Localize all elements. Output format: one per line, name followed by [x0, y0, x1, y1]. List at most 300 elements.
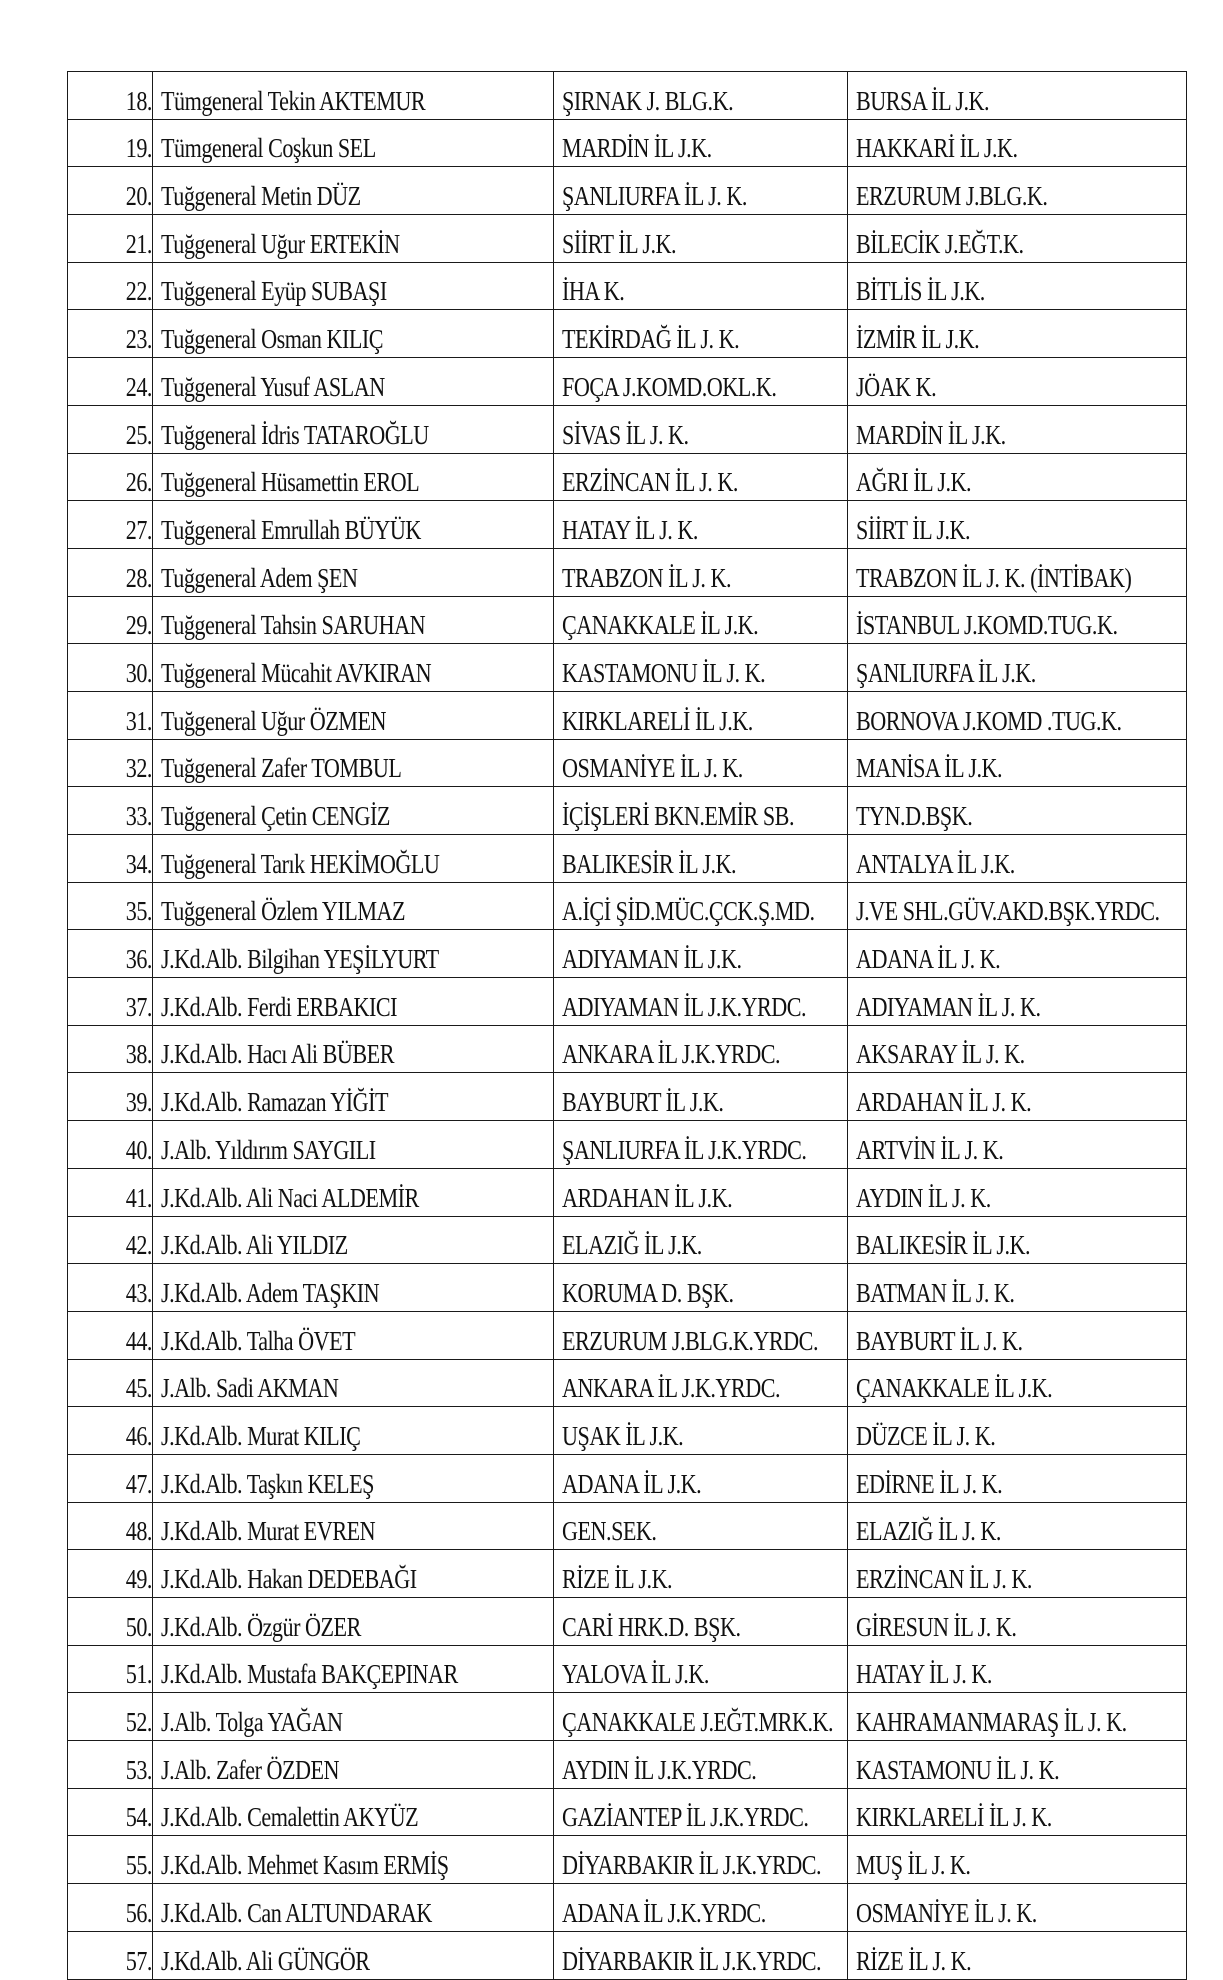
officer-name-cell: [153, 1931, 554, 1979]
row-number-cell: [68, 739, 153, 787]
row-number-text: 25.: [125, 419, 152, 450]
officer-name-cell: [153, 596, 554, 644]
new-post-cell: [848, 405, 1187, 453]
officer-name-text: J.Kd.Alb. Özgür ÖZER: [161, 1611, 361, 1642]
new-post-text: İZMİR İL J.K.: [856, 324, 980, 355]
table-row: [68, 1264, 1187, 1312]
current-post-cell: [554, 1311, 848, 1359]
table-row: [68, 1645, 1187, 1693]
row-number-cell: [68, 215, 153, 263]
current-post-cell: [554, 644, 848, 692]
row-number-cell: [68, 644, 153, 692]
row-number-text: 43.: [125, 1277, 152, 1308]
officer-name-text: Tuğgeneral Tarık HEKİMOĞLU: [161, 848, 440, 879]
row-number-text: 28.: [125, 562, 152, 593]
current-post-text: ERZURUM J.BLG.K.YRDC.: [562, 1325, 818, 1356]
current-post-cell: [554, 310, 848, 358]
current-post-text: ŞANLIURFA İL J. K.: [562, 181, 747, 212]
current-post-text: TRABZON İL J. K.: [562, 562, 732, 593]
officer-name-cell: [153, 1073, 554, 1121]
new-post-cell: [848, 453, 1187, 501]
row-number-cell: [68, 119, 153, 167]
row-number-cell: [68, 835, 153, 883]
table-row: [68, 405, 1187, 453]
row-number-cell: [68, 1502, 153, 1550]
new-post-text: MANİSA İL J.K.: [856, 753, 1003, 784]
new-post-text: HAKKARİ İL J.K.: [856, 133, 1018, 164]
officer-name-text: Tuğgeneral Yusuf ASLAN: [161, 371, 385, 402]
row-number-text: 36.: [125, 944, 152, 975]
row-number-text: 35.: [125, 896, 152, 927]
current-post-text: DİYARBAKIR İL J.K.YRDC.: [562, 1850, 822, 1881]
row-number-text: 29.: [125, 610, 152, 641]
officer-name-text: Tümgeneral Tekin AKTEMUR: [161, 85, 426, 116]
table-row: [68, 167, 1187, 215]
officer-name-text: Tuğgeneral Tahsin SARUHAN: [161, 610, 426, 641]
new-post-cell: [848, 1645, 1187, 1693]
table-row: [68, 1359, 1187, 1407]
new-post-text: ERZİNCAN İL J. K.: [856, 1564, 1032, 1594]
officer-name-text: Tuğgeneral Emrullah BÜYÜK: [161, 514, 421, 545]
row-number-text: 56.: [125, 1897, 152, 1928]
new-post-cell: [848, 1359, 1187, 1407]
new-post-cell: [848, 835, 1187, 883]
row-number-text: 57.: [125, 1945, 152, 1976]
new-post-text: ANTALYA İL J.K.: [856, 848, 1015, 879]
officer-name-text: Tuğgeneral Uğur ERTEKİN: [161, 228, 400, 259]
current-post-text: TEKİRDAĞ İL J. K.: [562, 324, 740, 355]
current-post-cell: [554, 882, 848, 930]
table-row: [68, 1216, 1187, 1264]
row-number-cell: [68, 1836, 153, 1884]
table-row: [68, 1550, 1187, 1598]
officer-name-cell: [153, 1454, 554, 1502]
table-row: [68, 358, 1187, 406]
officer-name-text: J.Kd.Alb. Mustafa BAKÇEPINAR: [161, 1659, 458, 1690]
new-post-text: AKSARAY İL J. K.: [856, 1039, 1025, 1070]
officer-name-text: J.Kd.Alb. Hacı Ali BÜBER: [161, 1039, 394, 1070]
table-row: [68, 1693, 1187, 1741]
officer-name-text: Tuğgeneral Eyüp SUBAŞI: [161, 276, 387, 307]
officer-name-cell: [153, 167, 554, 215]
row-number-text: 42.: [125, 1230, 152, 1261]
new-post-cell: [848, 1741, 1187, 1789]
new-post-text: ADIYAMAN İL J. K.: [856, 991, 1041, 1022]
row-number-text: 38.: [125, 1039, 152, 1070]
officer-name-text: J.Kd.Alb. Ali YILDIZ: [161, 1230, 348, 1261]
officer-name-cell: [153, 310, 554, 358]
row-number-cell: [68, 1359, 153, 1407]
new-post-text: ARDAHAN İL J. K.: [856, 1087, 1032, 1118]
current-post-cell: [554, 1550, 848, 1598]
current-post-text: ŞANLIURFA İL J.K.YRDC.: [562, 1134, 807, 1165]
new-post-text: TYN.D.BŞK.: [856, 801, 973, 831]
officer-name-cell: [153, 644, 554, 692]
new-post-cell: [848, 262, 1187, 310]
row-number-cell: [68, 548, 153, 596]
row-number-text: 26.: [125, 467, 152, 498]
new-post-cell: [848, 930, 1187, 978]
new-post-text: HATAY İL J. K.: [856, 1659, 992, 1690]
officer-name-cell: [153, 930, 554, 978]
officer-name-cell: [153, 1025, 554, 1073]
current-post-text: GAZİANTEP İL J.K.YRDC.: [562, 1802, 809, 1833]
row-number-text: 27.: [125, 514, 152, 545]
current-post-text: ARDAHAN İL J.K.: [562, 1182, 733, 1213]
row-number-text: 23.: [125, 324, 152, 355]
new-post-text: ERZURUM J.BLG.K.: [856, 181, 1048, 212]
current-post-cell: [554, 1645, 848, 1693]
new-post-cell: [848, 1121, 1187, 1169]
new-post-text: KASTAMONU İL J. K.: [856, 1754, 1060, 1785]
current-post-cell: [554, 739, 848, 787]
officer-name-text: Tuğgeneral Osman KILIÇ: [161, 324, 384, 355]
officer-name-cell: [153, 358, 554, 406]
new-post-text: İSTANBUL J.KOMD.TUG.K.: [856, 610, 1118, 641]
table-row: [68, 691, 1187, 739]
current-post-text: OSMANİYE İL J. K.: [562, 753, 743, 784]
current-post-text: ÇANAKKALE J.EĞT.MRK.K.: [562, 1707, 834, 1738]
current-post-text: ADIYAMAN İL J.K.YRDC.: [562, 991, 807, 1022]
table-row: [68, 930, 1187, 978]
new-post-text: DÜZCE İL J. K.: [856, 1420, 996, 1451]
current-post-cell: [554, 1836, 848, 1884]
new-post-text: RİZE İL J. K.: [856, 1945, 972, 1976]
officer-name-text: Tümgeneral Coşkun SEL: [161, 133, 376, 164]
new-post-text: BALIKESİR İL J.K.: [856, 1230, 1031, 1261]
officer-name-cell: [153, 1884, 554, 1932]
officer-name-cell: [153, 978, 554, 1026]
officer-name-text: Tuğgeneral Özlem YILMAZ: [161, 896, 406, 927]
officer-name-cell: [153, 1550, 554, 1598]
officer-name-cell: [153, 882, 554, 930]
row-number-cell: [68, 501, 153, 549]
current-post-cell: [554, 1359, 848, 1407]
current-post-cell: [554, 1407, 848, 1455]
new-post-text: KAHRAMANMARAŞ İL J. K.: [856, 1707, 1127, 1738]
table-row: [68, 1884, 1187, 1932]
new-post-text: BATMAN İL J. K.: [856, 1277, 1015, 1308]
new-post-cell: [848, 548, 1187, 596]
current-post-cell: [554, 405, 848, 453]
row-number-text: 46.: [125, 1420, 152, 1451]
officer-name-cell: [153, 1788, 554, 1836]
new-post-text: ÇANAKKALE İL J.K.: [856, 1373, 1053, 1404]
new-post-text: ADANA İL J. K.: [856, 944, 1001, 975]
officer-name-text: J.Kd.Alb. Cemalettin AKYÜZ: [161, 1802, 419, 1833]
officer-name-text: Tuğgeneral Çetin CENGİZ: [161, 801, 390, 831]
row-number-cell: [68, 787, 153, 835]
new-post-text: ARTVİN İL J. K.: [856, 1134, 1004, 1165]
row-number-cell: [68, 1121, 153, 1169]
new-post-cell: [848, 644, 1187, 692]
new-post-text: BİTLİS İL J.K.: [856, 276, 985, 307]
current-post-text: HATAY İL J. K.: [562, 514, 698, 545]
current-post-cell: [554, 1788, 848, 1836]
new-post-cell: [848, 1264, 1187, 1312]
officer-name-text: J.Kd.Alb. Hakan DEDEBAĞI: [161, 1564, 417, 1594]
new-post-text: ŞANLIURFA İL J.K.: [856, 657, 1036, 688]
new-post-cell: [848, 1454, 1187, 1502]
officer-name-cell: [153, 119, 554, 167]
new-post-text: BİLECİK J.EĞT.K.: [856, 228, 1024, 259]
current-post-text: KIRKLARELİ İL J.K.: [562, 705, 753, 736]
row-number-cell: [68, 262, 153, 310]
table-row: [68, 310, 1187, 358]
current-post-text: İHA K.: [562, 276, 625, 307]
officer-name-cell: [153, 691, 554, 739]
current-post-cell: [554, 1502, 848, 1550]
new-post-cell: [848, 215, 1187, 263]
row-number-text: 34.: [125, 848, 152, 879]
row-number-text: 51.: [125, 1659, 152, 1690]
officer-name-text: J.Alb. Tolga YAĞAN: [161, 1707, 343, 1738]
new-post-cell: [848, 501, 1187, 549]
new-post-cell: [848, 596, 1187, 644]
current-post-cell: [554, 1454, 848, 1502]
new-post-text: MARDİN İL J.K.: [856, 419, 1006, 450]
current-post-text: ADANA İL J.K.: [562, 1468, 702, 1499]
new-post-text: JÖAK K.: [856, 371, 937, 402]
officer-name-text: Tuğgeneral Zafer TOMBUL: [161, 753, 402, 784]
officer-name-cell: [153, 1693, 554, 1741]
row-number-text: 49.: [125, 1564, 152, 1594]
row-number-cell: [68, 1598, 153, 1646]
new-post-cell: [848, 1598, 1187, 1646]
current-post-text: ANKARA İL J.K.YRDC.: [562, 1039, 781, 1070]
current-post-cell: [554, 930, 848, 978]
current-post-cell: [554, 978, 848, 1026]
table-row: [68, 1788, 1187, 1836]
table-row: [68, 1311, 1187, 1359]
assignment-table-body: [68, 72, 1187, 1980]
new-post-text: KIRKLARELİ İL J. K.: [856, 1802, 1052, 1833]
current-post-cell: [554, 1025, 848, 1073]
new-post-cell: [848, 978, 1187, 1026]
table-row: [68, 739, 1187, 787]
current-post-cell: [554, 358, 848, 406]
row-number-text: 18.: [125, 85, 152, 116]
officer-name-cell: [153, 1359, 554, 1407]
row-number-text: 33.: [125, 801, 152, 831]
officer-name-text: J.Kd.Alb. Ali Naci ALDEMİR: [161, 1182, 419, 1213]
current-post-text: A.İÇİ ŞİD.MÜC.ÇCK.Ş.MD.: [562, 896, 815, 927]
officer-name-cell: [153, 215, 554, 263]
row-number-cell: [68, 1550, 153, 1598]
current-post-text: BALIKESİR İL J.K.: [562, 848, 737, 879]
current-post-text: ERZİNCAN İL J. K.: [562, 467, 738, 498]
officer-name-cell: [153, 1216, 554, 1264]
row-number-text: 55.: [125, 1850, 152, 1881]
new-post-text: BURSA İL J.K.: [856, 85, 990, 116]
current-post-text: RİZE İL J.K.: [562, 1564, 673, 1594]
new-post-cell: [848, 1550, 1187, 1598]
current-post-cell: [554, 1121, 848, 1169]
current-post-text: SİVAS İL J. K.: [562, 419, 689, 450]
current-post-text: ANKARA İL J.K.YRDC.: [562, 1373, 781, 1404]
row-number-cell: [68, 310, 153, 358]
current-post-cell: [554, 596, 848, 644]
row-number-text: 31.: [125, 705, 152, 736]
table-row: [68, 596, 1187, 644]
officer-name-cell: [153, 739, 554, 787]
row-number-text: 30.: [125, 657, 152, 688]
new-post-cell: [848, 1216, 1187, 1264]
new-post-text: ELAZIĞ İL J. K.: [856, 1516, 1001, 1547]
new-post-cell: [848, 1025, 1187, 1073]
new-post-cell: [848, 119, 1187, 167]
current-post-text: ADIYAMAN İL J.K.: [562, 944, 742, 975]
row-number-cell: [68, 1168, 153, 1216]
new-post-cell: [848, 1788, 1187, 1836]
officer-name-cell: [153, 1502, 554, 1550]
officer-name-text: J.Kd.Alb. Ali GÜNGÖR: [161, 1945, 370, 1976]
row-number-cell: [68, 1931, 153, 1979]
current-post-text: AYDIN İL J.K.YRDC.: [562, 1754, 757, 1785]
table-row: [68, 1502, 1187, 1550]
current-post-text: KASTAMONU İL J. K.: [562, 657, 766, 688]
table-row: [68, 1598, 1187, 1646]
table-row: [68, 215, 1187, 263]
officer-name-text: Tuğgeneral Mücahit AVKIRAN: [161, 657, 432, 688]
new-post-cell: [848, 787, 1187, 835]
officer-name-text: Tuğgeneral Adem ŞEN: [161, 562, 358, 593]
new-post-cell: [848, 310, 1187, 358]
officer-name-text: J.Kd.Alb. Ramazan YİĞİT: [161, 1087, 389, 1118]
row-number-cell: [68, 1073, 153, 1121]
new-post-cell: [848, 739, 1187, 787]
table-row: [68, 453, 1187, 501]
row-number-cell: [68, 1884, 153, 1932]
row-number-cell: [68, 930, 153, 978]
current-post-cell: [554, 1168, 848, 1216]
officer-name-text: J.Kd.Alb. Can ALTUNDARAK: [161, 1897, 432, 1928]
table-row: [68, 262, 1187, 310]
new-post-text: MUŞ İL J. K.: [856, 1850, 971, 1881]
officer-name-cell: [153, 1264, 554, 1312]
current-post-cell: [554, 1598, 848, 1646]
row-number-cell: [68, 1788, 153, 1836]
officer-name-cell: [153, 787, 554, 835]
current-post-text: ÇANAKKALE İL J.K.: [562, 610, 759, 641]
new-post-cell: [848, 72, 1187, 120]
table-row: [68, 1407, 1187, 1455]
row-number-text: 44.: [125, 1325, 152, 1356]
table-row: [68, 72, 1187, 120]
officer-name-cell: [153, 501, 554, 549]
officer-name-cell: [153, 835, 554, 883]
officer-name-text: J.Kd.Alb. Bilgihan YEŞİLYURT: [161, 944, 439, 975]
current-post-cell: [554, 835, 848, 883]
table-row: [68, 882, 1187, 930]
table-row: [68, 1741, 1187, 1789]
new-post-text: TRABZON İL J. K. (İNTİBAK): [856, 562, 1132, 593]
current-post-text: İÇİŞLERİ BKN.EMİR SB.: [562, 801, 795, 831]
current-post-cell: [554, 72, 848, 120]
new-post-text: SİİRT İL J.K.: [856, 514, 971, 545]
row-number-text: 19.: [125, 133, 152, 164]
new-post-text: BORNOVA J.KOMD .TUG.K.: [856, 705, 1122, 736]
row-number-text: 41.: [125, 1182, 152, 1213]
officer-name-cell: [153, 1598, 554, 1646]
row-number-cell: [68, 72, 153, 120]
new-post-cell: [848, 691, 1187, 739]
row-number-text: 54.: [125, 1802, 152, 1833]
current-post-cell: [554, 1741, 848, 1789]
row-number-cell: [68, 691, 153, 739]
current-post-cell: [554, 262, 848, 310]
row-number-cell: [68, 1741, 153, 1789]
officer-name-cell: [153, 72, 554, 120]
officer-name-text: J.Alb. Yıldırım SAYGILI: [161, 1134, 376, 1165]
row-number-text: 52.: [125, 1707, 152, 1738]
officer-name-text: Tuğgeneral Uğur ÖZMEN: [161, 705, 386, 736]
officer-name-text: J.Kd.Alb. Ferdi ERBAKICI: [161, 991, 398, 1022]
row-number-text: 50.: [125, 1611, 152, 1642]
current-post-text: ŞIRNAK J. BLG.K.: [562, 85, 734, 116]
officer-name-cell: [153, 262, 554, 310]
row-number-text: 20.: [125, 181, 152, 212]
new-post-text: BAYBURT İL J. K.: [856, 1325, 1023, 1356]
officer-name-cell: [153, 1407, 554, 1455]
new-post-cell: [848, 1073, 1187, 1121]
current-post-cell: [554, 1693, 848, 1741]
row-number-cell: [68, 405, 153, 453]
row-number-text: 21.: [125, 228, 152, 259]
table-row: [68, 644, 1187, 692]
officer-name-cell: [153, 1121, 554, 1169]
officer-name-cell: [153, 1168, 554, 1216]
current-post-cell: [554, 1264, 848, 1312]
row-number-cell: [68, 1025, 153, 1073]
current-post-cell: [554, 501, 848, 549]
table-row: [68, 119, 1187, 167]
new-post-cell: [848, 1311, 1187, 1359]
new-post-cell: [848, 167, 1187, 215]
row-number-cell: [68, 882, 153, 930]
current-post-text: ADANA İL J.K.YRDC.: [562, 1897, 766, 1928]
row-number-cell: [68, 1407, 153, 1455]
current-post-cell: [554, 691, 848, 739]
current-post-text: FOÇA J.KOMD.OKL.K.: [562, 371, 777, 402]
table-row: [68, 1454, 1187, 1502]
officer-name-cell: [153, 548, 554, 596]
officer-name-text: Tuğgeneral İdris TATAROĞLU: [161, 419, 429, 450]
officer-name-text: J.Kd.Alb. Mehmet Kasım ERMİŞ: [161, 1850, 449, 1881]
row-number-cell: [68, 1311, 153, 1359]
current-post-cell: [554, 453, 848, 501]
row-number-cell: [68, 1264, 153, 1312]
table-row: [68, 787, 1187, 835]
current-post-cell: [554, 119, 848, 167]
officer-name-cell: [153, 1741, 554, 1789]
current-post-cell: [554, 1216, 848, 1264]
row-number-cell: [68, 1216, 153, 1264]
row-number-cell: [68, 978, 153, 1026]
current-post-cell: [554, 787, 848, 835]
row-number-text: 47.: [125, 1468, 152, 1499]
current-post-text: ELAZIĞ İL J.K.: [562, 1230, 702, 1261]
table-row: [68, 1836, 1187, 1884]
row-number-cell: [68, 1693, 153, 1741]
officer-name-text: J.Alb. Sadi AKMAN: [161, 1373, 339, 1404]
assignment-table: [67, 71, 1187, 1980]
table-row: [68, 978, 1187, 1026]
assignment-document: [67, 71, 1160, 1980]
officer-name-cell: [153, 1836, 554, 1884]
row-number-text: 24.: [125, 371, 152, 402]
officer-name-cell: [153, 1645, 554, 1693]
